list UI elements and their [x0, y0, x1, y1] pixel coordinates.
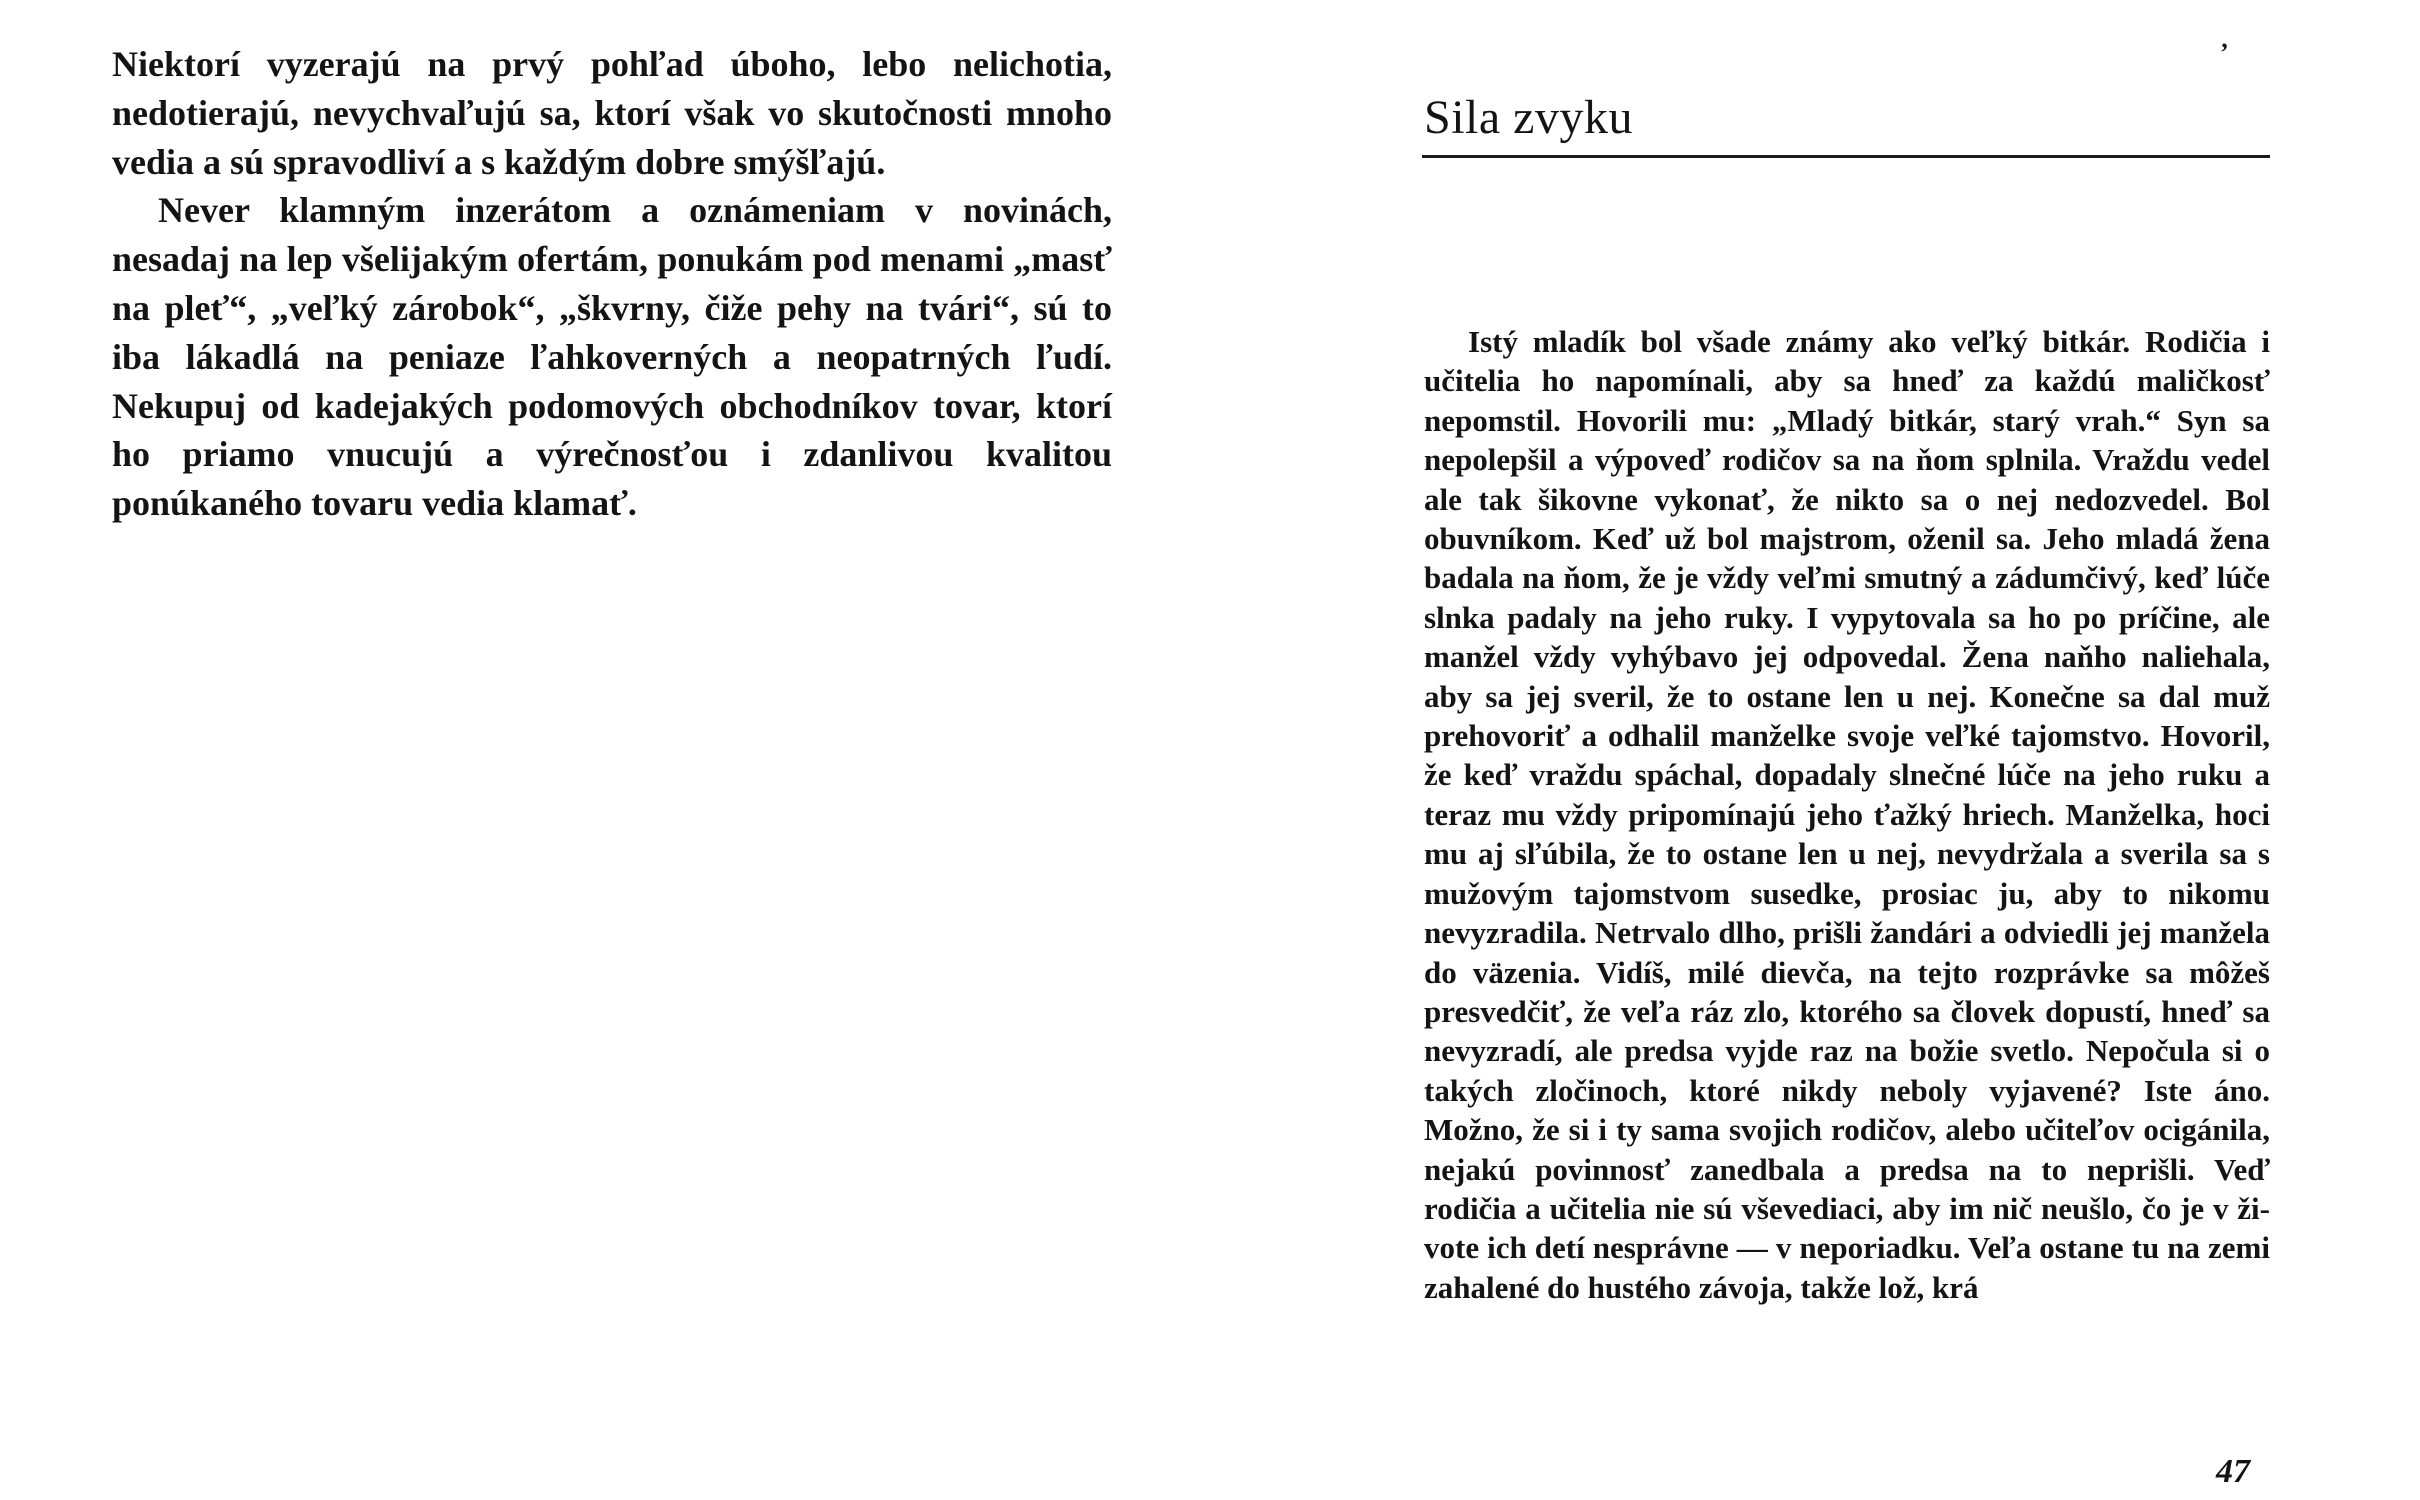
right-page: [1210, 0, 2420, 1500]
title-underline-divider: [1422, 155, 2270, 158]
left-paragraph-1: Niektorí vyzerajú na prvý pohľad úboho, lebo nelichotia, nedotierajú, nevychvaľujú sa, ktorí však vo skutočnosti mnoho vedia a sú spravodliví a s každým dobre smýšľajú.: [112, 44, 1112, 182]
left-paragraph-2: Never klamným inzerátom a oznámeniam v novinách, nesadaj na lep všelijakým ofertám, ponukám pod menami „masť na pleť“, „veľký zárobok“, „škvrny, čiže pehy na tvári“, sú to iba lákadlá na peniaze ľahkoverných a neopatrných ľudí. Nekupuj od kadejakých podomových obchodníkov tovar, ktorí ho priamo vnucujú a výrečnosťou i zdanlivou kvalitou ponúkaného tovaru vedia klamať.: [112, 190, 1112, 524]
right-page-body: Istý mladík bol všade známy ako veľký bitkár. Rodičia i učitelia ho napomínali, aby sa hneď za každú maličkosť nepomstil. Hovorili mu: „Mladý bitkár, starý vrah.“ Syn sa nepolepšil a výpoveď rodičov sa na ňom splnila. Vraždu vedel ale tak šikovne vykonať, že nikto sa o nej nedozvedel. Bol obuvníkom. Keď už bol majstrom, oženil sa. Jeho mladá žena badala na ňom, že je vždy veľmi smutný a zádumčivý, keď lúče slnka padaly na jeho ruky. I vypytovala sa ho po príčine, ale manžel vždy vyhýbavo jej odpovedal. Žena naňho naliehala, aby sa jej sveril, že to ostane len u nej. Konečne sa dal muž prehovoriť a odhalil manželke svoje veľké tajomstvo. Hovoril, že keď vraždu spáchal, dopadaly slnečné lúče na jeho ruku a teraz mu vždy pripomínajú jeho ťažký hriech. Manželka, hoci mu aj sľúbila, že to ostane len u nej, nevydržala a sverila sa s mužovým tajomstvom susedke, prosiac ju, aby to nikomu nevyzradila. Netrvalo dlho, prišli žandári a odviedli jej manžela do väzenia. Vidíš, milé dievča, na tejto rozprávke sa môžeš presvedčiť, že veľa ráz zlo, ktorého sa človek dopustí, hneď sa nevyzradí, ale predsa vyjde raz na božie svetlo. Nepočula si o takých zločinoch, ktoré nikdy neboly vyjavené? Iste áno. Možno, že si i ty sama svojich rodičov, alebo učiteľov ocigánila, nejakú povinnosť zanedbala a predsa na to neprišli. Veď rodičia a učitelia nie sú vševediaci, aby im nič neušlo, čo je v živote ich detí nesprávne — v neporiadku. Veľa ostane tu na zemi zahalené do hustého závoja, takže lož, krá: [1424, 324, 2270, 1305]
left-page-text: [112, 40, 1112, 528]
chapter-title: Sila zvyku: [1424, 91, 1633, 144]
corner-mark: ʼ: [2220, 38, 2229, 67]
page-number: 47: [2216, 1453, 2250, 1490]
